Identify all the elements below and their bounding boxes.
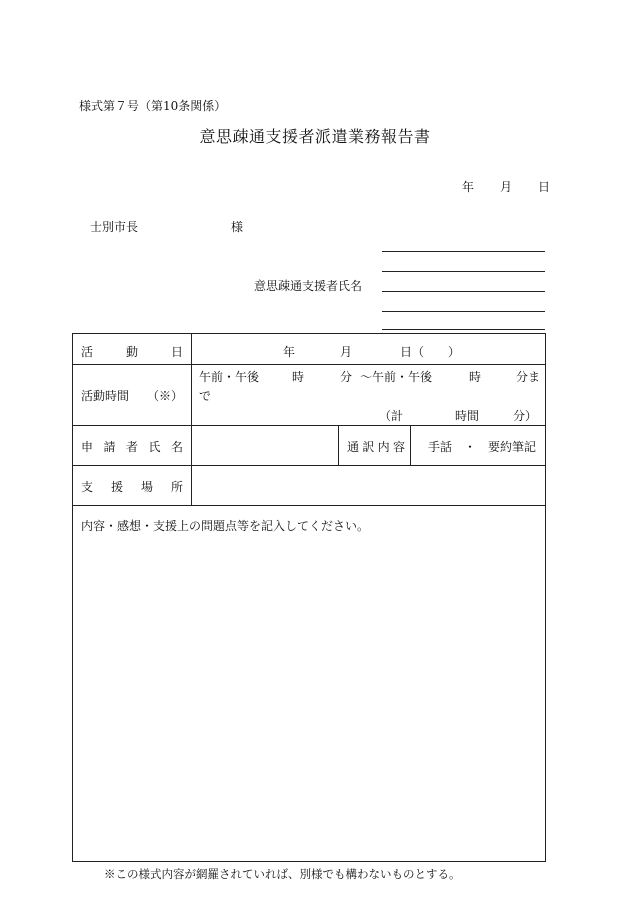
- time-wrap-text: で: [199, 389, 212, 403]
- signature-line: [382, 329, 545, 330]
- activity-date-day: 日（ ）: [400, 345, 461, 359]
- start-minute-label: 分: [340, 370, 353, 384]
- content-prompt: 内容・感想・支援上の問題点等を記入してください。: [81, 519, 370, 533]
- activity-date-year: 年: [283, 345, 296, 359]
- table-row-divider: [73, 505, 545, 506]
- signature-line: [382, 311, 545, 312]
- report-table: [72, 333, 546, 862]
- addressee-name: 士別市長: [90, 220, 139, 234]
- document-title: 意思疎通支援者派遣業務報告書: [199, 127, 431, 146]
- signature-line: [382, 271, 545, 272]
- report-date: [462, 178, 550, 195]
- reporter-name-label: 意思疎通支援者氏名: [254, 279, 363, 293]
- start-hour-label: 時: [292, 370, 305, 384]
- activity-date-month: 月: [340, 345, 353, 359]
- interpretation-label: 通 訳 内 容: [347, 440, 405, 454]
- table-row-divider: [73, 465, 545, 466]
- table-row-divider: [73, 364, 545, 365]
- activity-time-note: （※）: [147, 389, 184, 403]
- total-minutes-label: 分）: [513, 409, 538, 423]
- date-month-label: 月: [500, 180, 513, 194]
- label-column-divider: [191, 334, 192, 505]
- end-hour-label: 時: [469, 370, 482, 384]
- signature-line: [382, 291, 545, 292]
- interp-column-divider: [338, 425, 339, 465]
- date-day-label: 日: [538, 180, 551, 194]
- form-number: 様式第７号（第10条関係）: [79, 99, 227, 113]
- applicant-name-label: 申 請 者 氏 名: [81, 440, 183, 454]
- end-ampm: ～午前・午後: [360, 370, 433, 384]
- total-open: （計: [379, 409, 404, 423]
- activity-date-label: 活 動 日: [81, 345, 183, 359]
- support-location-label: 支 援 場 所: [81, 480, 183, 494]
- end-minute-label: 分ま: [516, 370, 541, 384]
- start-ampm: 午前・午後: [199, 370, 260, 384]
- addressee-honorific: 様: [231, 220, 244, 234]
- interp-column-divider: [410, 425, 411, 465]
- date-year-label: 年: [462, 180, 475, 194]
- activity-time-label: 活動時間: [81, 389, 130, 403]
- signature-line: [382, 251, 545, 252]
- interpretation-options: 手話 ・ 要約筆記: [428, 440, 537, 454]
- total-hours-label: 時間: [455, 409, 480, 423]
- table-row-divider: [73, 425, 545, 426]
- footnote: ※この様式内容が網羅されていれば、別様でも構わないものとする。: [104, 867, 461, 881]
